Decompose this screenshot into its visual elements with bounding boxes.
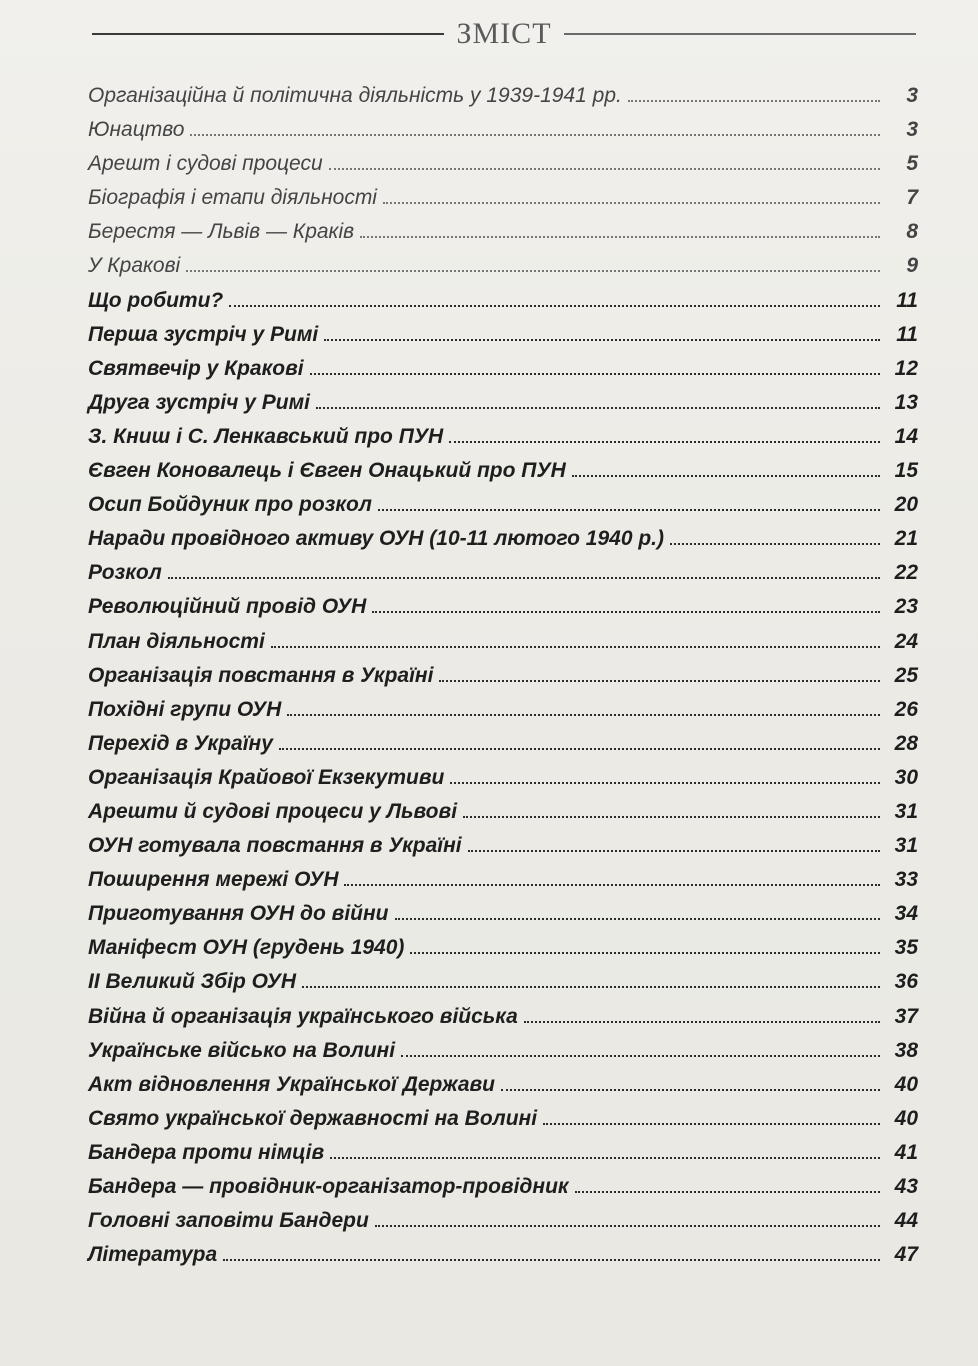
toc-entry — [88, 664, 918, 698]
toc-entry-page-number: 35 — [894, 936, 918, 960]
toc-entry — [88, 800, 918, 834]
toc-entry-page-number: 12 — [894, 356, 918, 380]
toc-entry-page-number: 3 — [906, 84, 918, 107]
dot-leader — [401, 1055, 880, 1057]
toc-entry — [88, 254, 918, 288]
toc-entry — [88, 357, 918, 391]
toc-entry — [88, 936, 918, 970]
toc-entry-page-number: 47 — [894, 1243, 918, 1267]
toc-entry-title: З. Книш і С. Ленкавський про ПУН — [88, 424, 444, 448]
toc-entry-page-number: 15 — [894, 459, 918, 483]
toc-entry — [88, 1073, 918, 1107]
toc-entry-page-number: 33 — [894, 868, 918, 892]
dot-leader — [168, 577, 880, 579]
toc-entry-page-number: 37 — [894, 1004, 918, 1028]
toc-entry-title: Наради провідного активу ОУН (10-11 лютого 1940 р.) — [88, 527, 664, 551]
toc-entry-page-number: 20 — [894, 493, 918, 517]
toc-entry — [88, 527, 918, 561]
toc-entry-page-number: 40 — [894, 1072, 918, 1096]
toc-entry-page-number: 40 — [894, 1106, 918, 1130]
toc-entry — [88, 595, 918, 629]
header-rule-right — [564, 33, 916, 35]
toc-entry-title: Акт відновлення Української Держави — [88, 1072, 496, 1096]
toc-entry-title: Святвечір у Кракові — [88, 356, 304, 380]
toc-entry-title: Українське військо на Волині — [88, 1038, 396, 1062]
dot-leader — [190, 134, 880, 136]
toc-entry-title: Розкол — [88, 561, 162, 585]
toc-entry-title: Арешти й судові процеси у Львові — [88, 799, 458, 823]
toc-entry-title: Арешт і судові процеси — [88, 152, 323, 176]
dot-leader — [501, 1089, 880, 1091]
toc-entry-title: Перехід в Україну — [88, 731, 273, 755]
toc-entry-page-number: 3 — [906, 118, 918, 142]
dot-leader — [410, 952, 880, 954]
toc-entry — [88, 698, 918, 732]
dot-leader — [628, 100, 880, 102]
toc-entry-page-number: 21 — [894, 527, 918, 551]
dot-leader — [383, 202, 880, 204]
dot-leader — [302, 986, 880, 988]
page-title: ЗМІСТ — [456, 17, 552, 50]
dot-leader — [316, 407, 880, 409]
toc-entry-page-number: 28 — [894, 731, 918, 755]
toc-entry-title: Революційний провід ОУН — [88, 595, 367, 619]
dot-leader — [310, 373, 880, 375]
toc-entry-title: У Кракові — [88, 254, 181, 278]
toc-entry-title: Організація Крайової Екзекутиви — [88, 765, 445, 789]
toc-entry-title: ІІ Великий Збір ОУН — [88, 970, 297, 994]
toc-entry — [88, 766, 918, 800]
toc-entry-page-number: 8 — [906, 220, 918, 244]
dot-leader — [279, 748, 880, 750]
toc-entry — [88, 1209, 918, 1243]
dot-leader — [344, 884, 880, 886]
dot-leader — [287, 714, 880, 716]
toc-entry-page-number: 9 — [906, 254, 918, 278]
toc-entry — [88, 630, 918, 664]
dot-leader — [468, 850, 880, 852]
toc-entry-title: Біографія і етапи діяльності — [88, 186, 377, 210]
toc-entry-page-number: 13 — [894, 390, 918, 414]
toc-entry-page-number: 11 — [896, 322, 918, 346]
toc-entry — [88, 1107, 918, 1141]
toc-entry-title: Осип Бойдуник про розкол — [88, 493, 372, 517]
toc-entry-page-number: 41 — [894, 1140, 918, 1164]
header-rule-left — [92, 33, 444, 35]
toc-entry-page-number: 24 — [894, 629, 918, 653]
toc-entry-title: Головні заповіти Бандери — [88, 1209, 369, 1233]
dot-leader — [330, 1157, 880, 1159]
toc-entry-title: Війна й організація українського війська — [88, 1004, 518, 1028]
dot-leader — [463, 816, 880, 818]
toc-entry-page-number: 31 — [894, 799, 918, 823]
dot-leader — [572, 475, 880, 477]
toc-entry-page-number: 26 — [894, 697, 918, 721]
toc-entry — [88, 970, 918, 1004]
dot-leader — [395, 918, 881, 920]
dot-leader — [375, 1225, 880, 1227]
toc-entry-title: Друга зустріч у Римі — [88, 390, 310, 414]
toc-entry-title: Література — [88, 1243, 218, 1267]
toc-entry-page-number: 43 — [894, 1175, 918, 1198]
toc-entry — [88, 220, 918, 254]
toc-entry-title: Що робити? — [88, 288, 224, 312]
toc-entry — [88, 834, 918, 868]
toc-entry — [88, 561, 918, 595]
dot-leader — [186, 270, 880, 272]
dot-leader — [439, 680, 880, 682]
toc-entry-page-number: 44 — [894, 1209, 918, 1233]
toc-entry — [88, 1039, 918, 1073]
toc-entry-title: Бандера — провідник-організатор-провідник — [88, 1175, 569, 1198]
toc-entry — [88, 289, 918, 323]
toc-entry — [88, 118, 918, 152]
dot-leader — [575, 1191, 880, 1193]
toc-entry-title: Юнацтво — [88, 118, 185, 142]
table-of-contents — [88, 84, 918, 1277]
toc-entry-page-number: 30 — [894, 765, 918, 789]
toc-entry-page-number: 23 — [894, 595, 918, 619]
toc-entry — [88, 152, 918, 186]
toc-entry-title: План діяльності — [88, 629, 265, 653]
toc-entry-page-number: 31 — [894, 834, 918, 858]
dot-leader — [329, 168, 880, 170]
toc-entry-page-number: 25 — [894, 663, 918, 687]
toc-entry — [88, 493, 918, 527]
toc-entry-page-number: 7 — [906, 186, 918, 210]
toc-entry-page-number: 11 — [896, 288, 918, 312]
dot-leader — [449, 441, 880, 443]
toc-entry-title: Євген Коновалець і Євген Онацький про ПУН — [88, 459, 566, 483]
toc-entry-title: Берестя — Львів — Краків — [88, 220, 355, 244]
toc-entry — [88, 902, 918, 936]
toc-entry — [88, 186, 918, 220]
toc-entry-title: Перша зустріч у Римі — [88, 322, 319, 346]
toc-entry — [88, 1243, 918, 1277]
toc-entry — [88, 868, 918, 902]
toc-entry-title: Приготування ОУН до війни — [88, 902, 389, 926]
toc-entry — [88, 84, 918, 118]
toc-entry-title: Похідні групи ОУН — [88, 697, 282, 721]
toc-entry — [88, 391, 918, 425]
toc-entry — [88, 425, 918, 459]
toc-entry-title: Організація повстання в Україні — [88, 663, 434, 687]
dot-leader — [524, 1021, 880, 1023]
toc-entry — [88, 1175, 918, 1209]
dot-leader — [324, 339, 880, 341]
dot-leader — [372, 611, 880, 613]
toc-entry — [88, 323, 918, 357]
dot-leader — [271, 646, 880, 648]
toc-entry-page-number: 34 — [894, 902, 918, 926]
toc-entry-page-number: 36 — [894, 970, 918, 994]
dot-leader — [229, 305, 880, 307]
toc-entry-title: Маніфест ОУН (грудень 1940) — [88, 936, 405, 960]
toc-entry-title: Бандера проти німців — [88, 1140, 325, 1164]
toc-entry-page-number: 38 — [894, 1038, 918, 1062]
dot-leader — [360, 236, 880, 238]
toc-entry — [88, 1141, 918, 1175]
toc-entry-title: Поширення мережі ОУН — [88, 868, 339, 892]
dot-leader — [378, 509, 880, 511]
toc-entry-page-number: 14 — [894, 424, 918, 448]
dot-leader — [450, 782, 880, 784]
dot-leader — [670, 543, 880, 545]
dot-leader — [223, 1259, 880, 1261]
page-header — [92, 12, 916, 56]
toc-entry-title: Свято української державності на Волині — [88, 1106, 538, 1130]
dot-leader — [543, 1123, 880, 1125]
toc-entry — [88, 1005, 918, 1039]
toc-entry-title: Організаційна й політична діяльність у 1939-1941 рр. — [88, 84, 622, 107]
toc-entry — [88, 732, 918, 766]
toc-entry — [88, 459, 918, 493]
toc-entry-title: ОУН готувала повстання в Україні — [88, 834, 462, 858]
toc-entry-page-number: 22 — [894, 561, 918, 585]
toc-entry-page-number: 5 — [906, 152, 918, 176]
